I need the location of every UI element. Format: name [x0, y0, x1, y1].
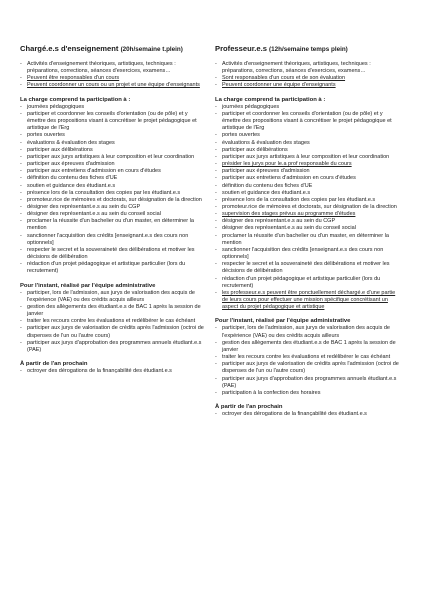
list-item: [215, 340, 401, 354]
list-item-text: soutien et guidance des étudiant.e.s: [222, 189, 311, 196]
list-item-text: Activités d'enseignement théoriques, artistiques, techniques : préparations, corrections, séances d'exercices, examens…: [222, 61, 371, 75]
list-item-text: traiter les recours contre les évaluations et redélibérer le cas échéant: [222, 354, 391, 361]
list-item: [20, 168, 206, 175]
list-item-text: participer aux jurys de valorisation de crédits après l'admission (octroi de dispenses de l'un ou l'autre cours): [27, 325, 204, 339]
list-item-text: désigner des représentant.e.s au sein du CGP: [27, 203, 141, 210]
list-item: [20, 190, 206, 197]
list-item-text: participer aux jurys d'approbation des programmes annuels étudiant.e.s (PAE): [27, 339, 202, 353]
list-item: [215, 140, 401, 147]
list-item: [215, 411, 401, 418]
list-item-text: sanctionner l'acquisition des crédits [enseignant.e.s des cours non optionnels]: [222, 246, 384, 261]
column-charge-enseignement: [20, 44, 206, 375]
list-item: [20, 104, 206, 111]
list-item-text: participation à la confection des horaires: [222, 389, 321, 396]
prochain-list: [20, 368, 206, 375]
list-item: [20, 111, 206, 132]
list-item-text: participer, lors de l'admission, aux jurys de valorisation des acquis de l'expérience (VAE) ou des crédits acquis ailleurs: [222, 325, 390, 339]
list-item: [215, 61, 401, 75]
list-item-text: supervision des stages prévus au programme d'études: [222, 211, 356, 218]
list-item: [215, 290, 401, 311]
list-item: [215, 75, 401, 82]
column-title-main: Professeur.e.s: [215, 44, 267, 53]
list-item: [20, 304, 206, 318]
list-item-text: les professeur.e.s peuvent être ponctuellement déchargé.e d'une partie de leurs cours pour effectuer une mission spécifique concrétisant un aspect du projet pédagogique et artistique: [222, 289, 396, 311]
list-item: [20, 161, 206, 168]
list-item: [20, 290, 206, 304]
list-item: [215, 225, 401, 232]
list-item-text: rédaction d'un projet pédagogique et artistique particulier (lors du recrutement): [27, 261, 186, 275]
list-item: [20, 325, 206, 339]
list-item-text: Activités d'enseignement théoriques, artistiques, techniques : préparations, corrections, séances d'exercices, examens…: [27, 61, 176, 75]
list-item: [215, 233, 401, 247]
list-item: [215, 390, 401, 397]
list-item: [20, 318, 206, 325]
column-title-sub: (20h/semaine t.plein): [120, 46, 183, 53]
list-item: [215, 218, 401, 225]
list-item-text: portes ouvertes: [27, 132, 65, 139]
list-item-text: gestion des allègements des étudiant.e.s de BAC 1 après la session de janvier: [222, 339, 396, 353]
list-item: [215, 161, 401, 168]
list-item: [215, 276, 401, 290]
list-item: [20, 183, 206, 190]
administrative-list: [215, 325, 401, 397]
list-item-text: participer et coordonner les conseils d'orientation (ou de pôle) et y émettre des propositions visant à concrétiser le projet pédagogique et artistique de l'Erg: [222, 110, 392, 132]
list-item: [20, 218, 206, 232]
list-item: [215, 82, 401, 89]
list-item: [20, 233, 206, 247]
list-item-text: promoteur.rice de mémoires et doctorats, sur désignation de la direction: [222, 203, 397, 210]
list-item: [215, 325, 401, 339]
list-item: [215, 147, 401, 154]
list-item-text: participer aux épreuves d'admission: [222, 168, 310, 175]
list-item-text: Peuvent être responsables d'un cours: [27, 75, 120, 82]
list-item-text: participer aux délibérations: [27, 146, 93, 153]
list-item-text: Peuvent coordonner un cours ou un projet et une équipe d'enseignants: [27, 82, 200, 89]
prochain-list: [215, 411, 401, 418]
list-item-text: présence lors de la consultation des copies par les étudiant.e.s: [222, 196, 376, 203]
list-item-text: participer et coordonner les conseils d'orientation (ou de pôle) et y émettre des propositions visant à concrétiser le projet pédagogique et artistique de l'Erg: [27, 110, 197, 132]
list-item: [215, 104, 401, 111]
list-item: [20, 154, 206, 161]
column-title-main: Chargé.e.s d'enseignement: [20, 44, 119, 53]
list-item-text: proclamer la réussite d'un bachelier ou d'un master, en déterminer la mention: [27, 218, 194, 232]
list-item-text: participer aux jurys de valorisation de crédits après l'admission (octroi de dispenses de l'un ou l'autre cours): [222, 361, 399, 375]
list-item: [215, 175, 401, 182]
section-title-charge: La charge comprend ta participation à :: [215, 96, 326, 103]
list-item: [20, 340, 206, 354]
list-item-text: participer aux entretiens d'admission en cours d'études: [27, 168, 161, 175]
list-item-text: traiter les recours contre les évaluations et redélibérer le cas échéant: [27, 318, 196, 325]
list-item-text: promoteur.rice de mémoires et doctorats, sur désignation de la direction: [27, 196, 202, 203]
charge-list: [215, 104, 401, 312]
list-item: [20, 368, 206, 375]
list-item: [215, 247, 401, 261]
list-item-text: participer aux jurys artistiques à leur composition et leur coordination: [222, 153, 390, 160]
list-item-text: participer aux épreuves d'admission: [27, 161, 115, 168]
list-item: [215, 261, 401, 275]
list-item-text: journées pédagogiques: [222, 103, 280, 110]
list-item: [215, 190, 401, 197]
administrative-list: [20, 290, 206, 354]
list-item-text: Peuvent coordonner une équipe d'enseignants: [222, 82, 336, 89]
list-item: [20, 247, 206, 261]
list-item-text: proclamer la réussite d'un bachelier ou d'un master, en déterminer la mention: [222, 232, 389, 246]
list-item: [215, 111, 401, 132]
list-item-text: participer aux délibérations: [222, 146, 288, 153]
list-item: [20, 82, 206, 89]
list-item: [20, 61, 206, 75]
list-item-text: désigner des représentant.e.s au sein du conseil social: [27, 211, 161, 218]
list-item-text: présence lors de la consultation des copies par les étudiant.e.s: [27, 189, 181, 196]
list-item-text: sanctionner l'acquisition des crédits [enseignant.e.s des cours non optionnels]: [27, 232, 189, 246]
list-item-text: participer aux jurys artistiques à leur composition et leur coordination: [27, 153, 195, 160]
list-item: [20, 204, 206, 211]
list-item: [215, 168, 401, 175]
column-title-sub: (12h/semaine temps plein): [269, 46, 348, 53]
charge-list: [20, 104, 206, 276]
list-item-text: désigner des représentant.e.s au sein du conseil social: [222, 225, 356, 232]
list-item-text: rédaction d'un projet pédagogique et artistique particulier (lors du recrutement): [222, 275, 381, 289]
list-item: [20, 147, 206, 154]
list-item-text: gestion des allègements des étudiant.e.s de BAC 1 après la session de janvier: [27, 304, 201, 318]
list-item: [20, 75, 206, 82]
list-item-text: participer aux jurys d'approbation des programmes annuels étudiant.e.s (PAE): [222, 375, 397, 389]
section-title-administrative: Pour l'instant, réalisé par l'équipe administrative: [215, 318, 351, 325]
list-item-text: présider les jurys pour le.a prof responsable du cours: [222, 161, 352, 168]
section-title-prochain: À partir de l'an prochain: [215, 404, 283, 411]
list-item-text: définition du contenu des fiches d'UE: [27, 175, 118, 182]
section-title-administrative: Pour l'instant, réalisé par l'équipe administrative: [20, 282, 156, 289]
list-item: [215, 361, 401, 375]
list-item-text: portes ouvertes: [222, 132, 260, 139]
section-title-charge: La charge comprend ta participation à :: [20, 96, 131, 103]
list-item: [20, 261, 206, 275]
list-item: [20, 132, 206, 139]
list-item: [215, 197, 401, 204]
list-item-text: respecter le secret et la souveraineté des délibérations et motiver les décisions de délibération: [27, 246, 195, 261]
list-item-text: journées pédagogiques: [27, 103, 85, 110]
column-title: [20, 44, 206, 54]
list-item: [20, 211, 206, 218]
list-item-text: évaluations & évaluation des stages: [222, 139, 310, 146]
list-item: [215, 354, 401, 361]
list-item-text: respecter le secret et la souveraineté des délibérations et motiver les décisions de délibération: [222, 261, 390, 275]
column-title: [215, 44, 401, 54]
list-item: [215, 204, 401, 211]
list-item-text: participer, lors de l'admission, aux jurys de valorisation des acquis de l'expérience (VAE) ou des crédits acquis ailleurs: [27, 289, 195, 303]
list-item: [20, 140, 206, 147]
list-item: [215, 376, 401, 390]
list-item: [215, 132, 401, 139]
list-item-text: octroyer des dérogations de la finançabilité des étudiant.e.s: [222, 411, 367, 418]
list-item-text: octroyer des dérogations de la finançabilité des étudiant.e.s: [27, 368, 172, 375]
list-item-text: participer aux entretiens d'admission en cours d'études: [222, 175, 356, 182]
list-item: [215, 183, 401, 190]
column-professeurs: [215, 44, 401, 418]
list-item-text: soutien et guidance des étudiant.e.s: [27, 182, 116, 189]
list-item: [215, 211, 401, 218]
intro-list: [215, 61, 401, 90]
list-item-text: définition du contenu des fiches d'UE: [222, 182, 313, 189]
list-item: [20, 197, 206, 204]
list-item-text: désigner des représentant.e.s au sein du CGP: [222, 218, 336, 225]
list-item: [20, 175, 206, 182]
list-item-text: évaluations & évaluation des stages: [27, 139, 115, 146]
intro-list: [20, 61, 206, 90]
list-item: [215, 154, 401, 161]
list-item-text: Sont responsables d'un cours et de son évaluation: [222, 75, 346, 82]
section-title-prochain: À partir de l'an prochain: [20, 361, 88, 368]
